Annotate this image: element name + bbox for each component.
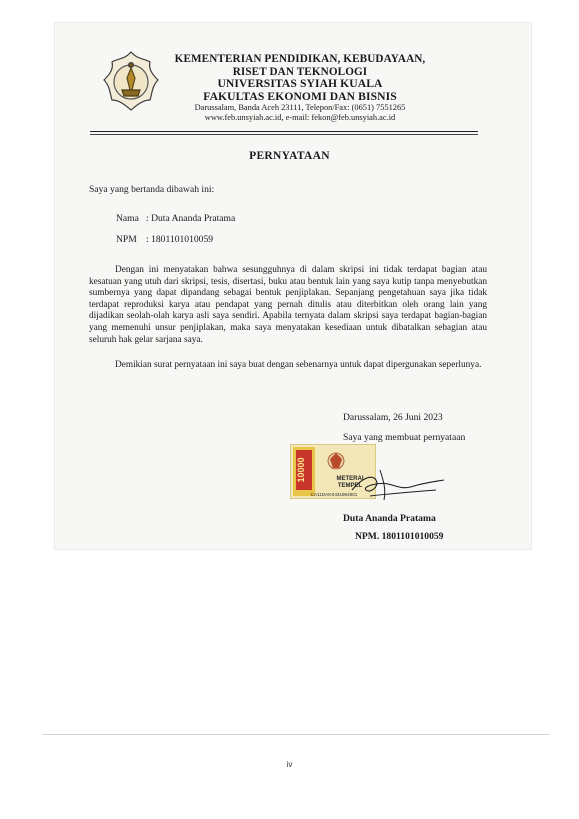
letterhead-rule-thick — [90, 131, 478, 132]
nama-label: Nama — [116, 213, 139, 224]
npm-label: NPM — [116, 234, 137, 245]
signatory-npm: NPM. 1801101010059 — [355, 531, 444, 542]
ministry-line-2: RISET DAN TEKNOLOGI — [232, 65, 368, 78]
document-title: PERNYATAAN — [249, 150, 330, 162]
field-nama — [116, 213, 235, 224]
letterhead-rule-thin — [90, 134, 478, 135]
stamp-serial: CA11DAKX431964901 — [310, 492, 358, 497]
letterhead — [150, 53, 450, 123]
footer-divider — [42, 734, 550, 735]
page-number: iv — [286, 760, 293, 769]
stamp-label-1: METERAI — [336, 476, 364, 482]
signatory-caption: Saya yang membuat pernyataan — [343, 432, 466, 443]
npm-value: : 1801101010059 — [146, 234, 214, 245]
ministry-line-1: KEMENTERIAN PENDIDIKAN, KEBUDAYAAN, — [174, 53, 426, 65]
university-name: UNIVERSITAS SYIAH KUALA — [217, 77, 383, 91]
field-npm — [116, 234, 213, 245]
stamp-label-2: TEMPEL — [337, 483, 363, 489]
place-date: Darussalam, 26 Juni 2023 — [343, 412, 443, 423]
web-email-line: www.feb.unsyiah.ac.id, e-mail: fekon@feb.unsyiah.ac.id — [204, 113, 396, 123]
signatory-name: Duta Ananda Pratama — [343, 513, 436, 524]
closing-paragraph: Demikian surat pernyataan ini saya buat dengan sebenarnya untuk dapat dipergunakan seperlunya. — [115, 360, 482, 370]
opening-line: Saya yang bertanda dibawah ini: — [89, 184, 215, 195]
nama-value: : Duta Ananda Pratama — [146, 213, 236, 224]
faculty-name: FAKULTAS EKONOMI DAN BISNIS — [203, 89, 397, 103]
address-line: Darussalam, Banda Aceh 23111, Telepon/Fax: (0651) 7551265 — [194, 103, 406, 113]
statement-paragraph: Dengan ini menyatakan bahwa sesungguhnya di dalam skripsi ini tidak terdapat bagian atau kesatuan yang utuh dari skripsi, tesis, disertasi, buku atau bentuk lain yang saya kutip tanpa menyebutkan sumbernya yang dapat dipandang sebagai bentuk penjiplakan. Sepanjang pengetahuan saya jika tidak terdapat reproduksi karya atau pendapat yang pernah ditulis atau diterbitkan oleh orang lain yang dijadikan seolah-olah karya asli saya sendiri. Apabila ternyata dalam skripsi saya terdapat bagian-bagian yang memenuhi unsur penjiplakan, maka saya menyatakan kesediaan untuk dibatalkan sebagian atau seluruh hak gelar sarjana saya. — [89, 265, 487, 345]
handwritten-signature — [337, 460, 450, 510]
stamp-value: 10000 — [296, 457, 306, 483]
